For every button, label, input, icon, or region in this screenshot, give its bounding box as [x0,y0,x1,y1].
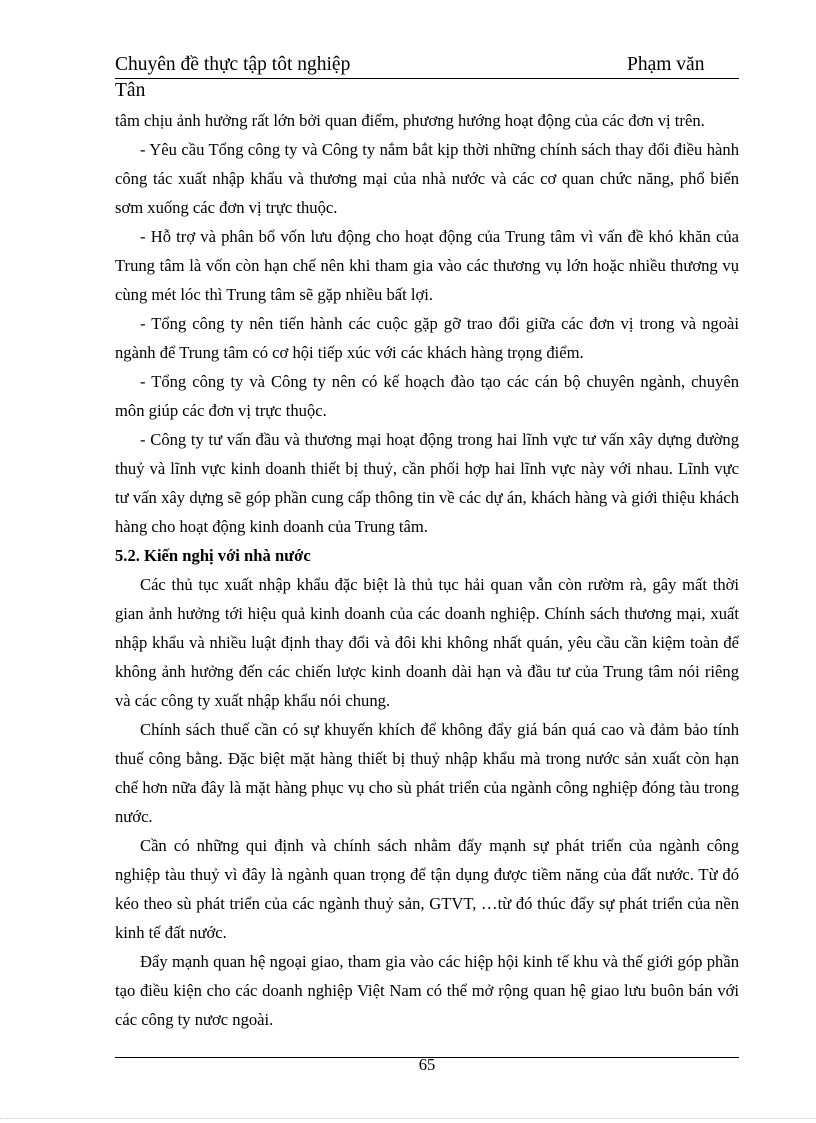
bullet-paragraph: - Hỗ trợ và phân bổ vốn lưu động cho hoạt động của Trung tâm vì vấn đề khó khăn của Trung tâm là vốn còn hạn chế nên khi tham gia vào các thương vụ lớn hoặc nhiều thương vụ cùng mét lóc thì Trung tâm sẽ gặp nhiều bất lợi. [115,227,739,304]
body-text [115,106,739,1034]
paragraph-continuation: tâm chịu ảnh hưởng rất lớn bởi quan điểm, phương hướng hoạt động của các đơn vị trên. [115,111,705,130]
header-author-continuation: Tân [115,80,146,101]
paragraph: Cần có những qui định và chính sách nhằm đẩy mạnh sự phát triển của ngành công nghiệp tàu thuỷ vì đây là ngành quan trọng để tận dụng được tiềm năng của đất nước. Từ đó kéo theo sù phát triển của các ngành thuỷ sản, GTVT, …từ đó thúc đẩy sự phát triển của nền kinh tế đất nước. [115,836,739,942]
paragraph: Các thủ tục xuất nhập khẩu đặc biệt là thủ tục hải quan vẫn còn rườm rà, gây mất thời gian ảnh hưởng tới hiệu quả kinh doanh của các doanh nghiệp. Chính sách thương mại, xuất nhập khẩu và nhiều luật định thay đổi và đôi khi không nhất quán, yêu cầu cần kiệm toàn để không ảnh hưởng đến các chiến lược kinh doanh dài hạn và đầu tư của Trung tâm nói riêng và các công ty xuất nhập khẩu nói chung. [115,575,739,710]
section-heading: 5.2. Kiến nghị với nhà nước [115,546,311,565]
page-number: 65 [418,1055,436,1074]
header-title: Chuyên đề thực tập tôt nghiệp [115,54,351,75]
page-header [115,52,739,79]
page-edge-divider [0,1118,816,1119]
bullet-paragraph: - Yêu cầu Tổng công ty và Công ty nắm bắt kịp thời những chính sách thay đổi điều hành công tác xuất nhập khẩu và thương mại của nhà nước và các cơ quan chức năng, phổ biến sơm xuống các đơn vị trực thuộc. [115,140,739,217]
bullet-paragraph: - Công ty tư vấn đầu và thương mại hoạt động trong hai lĩnh vực tư vấn xây dựng đường thuỷ và lĩnh vực kinh doanh thiết bị thuỷ, cần phối hợp hai lĩnh vực này với nhau. Lĩnh vực tư vấn xây dựng sẽ góp phần cung cấp thông tin về các dự án, khách hàng và giới thiệu khách hàng cho hoạt động kinh doanh của Trung tâm. [115,430,739,536]
header-author: Phạm văn [627,54,705,75]
paragraph: Chính sách thuế cần có sự khuyến khích để không đẩy giá bán quá cao và đảm bảo tính thuế công bằng. Đặc biệt mặt hàng thiết bị thuỷ nhập khẩu mà trong nước sản xuất còn hạn chế hơn nữa đây là mặt hàng phục vụ cho sù phát triển của ngành công nghiệp đóng tàu trong nước. [115,720,739,826]
bullet-paragraph: - Tổng công ty và Công ty nên có kế hoạch đào tạo các cán bộ chuyên ngành, chuyên môn giúp các đơn vị trực thuộc. [115,372,739,420]
paragraph: Đẩy mạnh quan hệ ngoại giao, tham gia vào các hiệp hội kinh tế khu và thế giới góp phần tạo điều kiện cho các doanh nghiệp Việt Nam có thể mở rộng quan hệ giao lưu buôn bán với các công ty nươc ngoài. [115,952,739,1029]
bullet-paragraph: - Tổng công ty nên tiến hành các cuộc gặp gỡ trao đổi giữa các đơn vị trong và ngoài ngành để Trung tâm có cơ hội tiếp xúc với các khách hàng trọng điểm. [115,314,739,362]
